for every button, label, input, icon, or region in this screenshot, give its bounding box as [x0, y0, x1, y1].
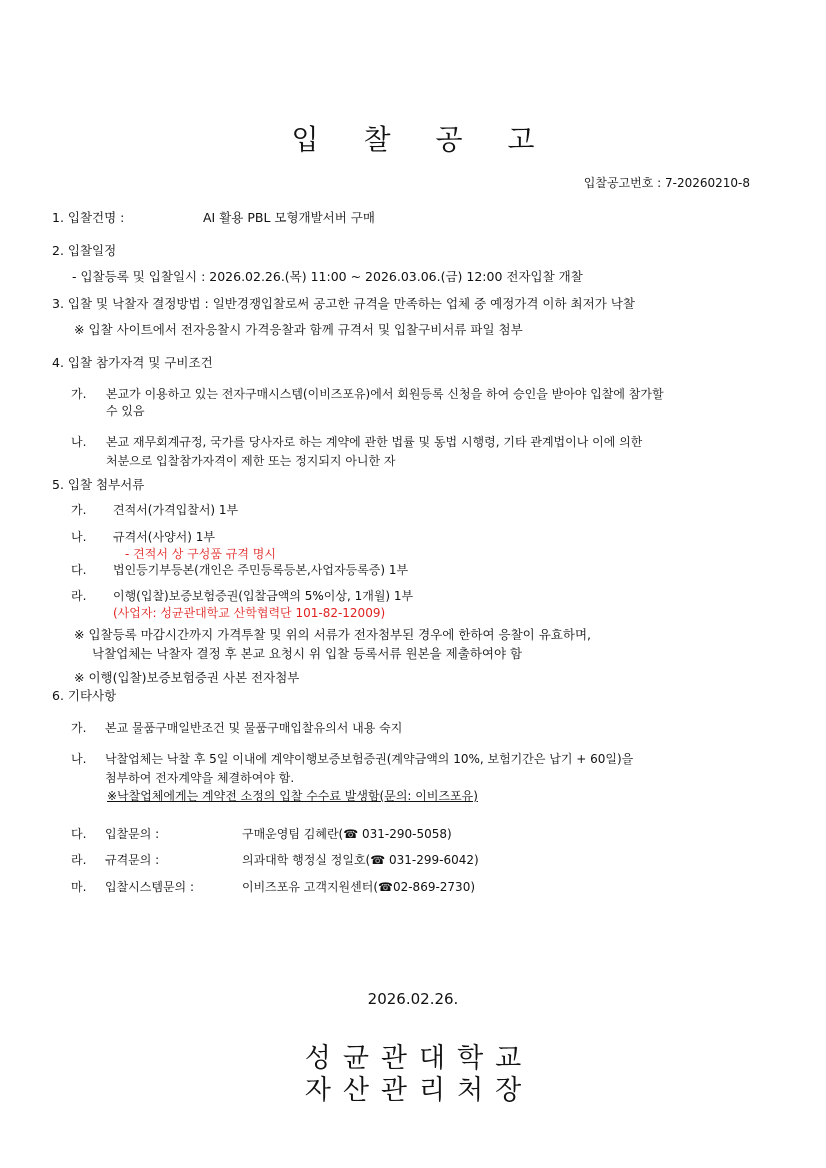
- s6-ga-text: 본교 물품구매일반조건 및 물품구매입찰유의서 내용 숙지: [105, 721, 403, 735]
- s4-ga-mark: 가.: [71, 387, 87, 401]
- s6-na-line2: 첨부하여 전자계약을 체결하여야 함.: [105, 771, 295, 785]
- signatory-title: 자산관리처장: [304, 1075, 534, 1106]
- s6-da-label: 입찰문의 :: [105, 827, 160, 841]
- organization-name: 성균관대학교: [304, 1043, 534, 1074]
- system-inquiry-contact: 이비즈포유 고객지원센터(☎02-869-2730): [242, 880, 476, 894]
- page-title: 입 찰 공 고: [291, 123, 553, 156]
- s6-ra-mark: 라.: [71, 853, 87, 867]
- s5-na-mark: 나.: [71, 530, 87, 544]
- s4-ga-line2: 수 있음: [106, 404, 145, 418]
- s5-da-mark: 다.: [71, 563, 87, 577]
- s4-na-mark: 나.: [71, 435, 87, 449]
- s5-ga-mark: 가.: [71, 503, 87, 517]
- s6-ra-label: 규격문의 :: [105, 853, 160, 867]
- bid-schedule-line: - 입찰등록 및 입찰일시 : 2026.02.26.(목) 11:00 ~ 2026.03.06.(금) 12:00 전자입찰 개찰: [72, 269, 583, 284]
- s5-note-1: ※ 입찰등록 마감시간까지 가격투찰 및 위의 서류가 전자첨부된 경우에 한하여 응찰이 유효하며,: [74, 627, 592, 642]
- bid-title-value: AI 활용 PBL 모형개발서버 구매: [203, 210, 375, 225]
- bid-inquiry-contact: 구매운영팀 김혜란(☎ 031-290-5058): [242, 827, 452, 841]
- section-3-line: 3. 입찰 및 낙찰자 결정방법 : 일반경쟁입찰로써 공고한 규격을 만족하는 업체 중 예정가격 이하 최저가 낙찰: [52, 296, 635, 311]
- s5-na-red-note: - 견적서 상 구성품 규격 명시: [125, 547, 276, 561]
- s4-na-line1: 본교 재무회계규정, 국가를 당사자로 하는 계약에 관한 법률 및 동법 시행령, 기타 관계법이나 이에 의한: [106, 435, 643, 449]
- s5-na-text: 규격서(사양서) 1부: [113, 530, 215, 544]
- s6-da-mark: 다.: [71, 827, 87, 841]
- section-1-label: 1. 입찰건명 :: [52, 210, 125, 225]
- s5-da-text: 법인등기부등본(개인은 주민등록등본,사업자등록증) 1부: [113, 563, 409, 577]
- section-2-label: 2. 입찰일정: [52, 243, 117, 258]
- s5-ra-text: 이행(입찰)보증보험증권(입찰금액의 5%이상, 1개월) 1부: [113, 589, 414, 603]
- s4-na-line2: 처분으로 입찰참가자격이 제한 또는 정지되지 아니한 자: [106, 454, 396, 468]
- s6-ga-mark: 가.: [71, 721, 87, 735]
- s6-ma-mark: 마.: [71, 880, 87, 894]
- section-6-label: 6. 기타사항: [52, 688, 117, 703]
- s5-note-2: 낙찰업체는 낙찰자 결정 후 본교 요청시 위 입찰 등록서류 원본을 제출하여야 함: [92, 646, 523, 661]
- s4-ga-line1: 본교가 이용하고 있는 전자구매시스템(이비즈포유)에서 회원등록 신청을 하여 승인을 받아야 입찰에 참가할: [106, 387, 664, 401]
- notice-number: 입찰공고번호 : 7-20260210-8: [583, 176, 750, 190]
- s6-na-mark: 나.: [71, 752, 87, 766]
- section-5-label: 5. 입찰 첨부서류: [52, 477, 145, 492]
- s5-ra-red-note: (사업자: 성균관대학교 산학협력단 101-82-12009): [113, 606, 386, 620]
- spec-inquiry-contact: 의과대학 행정실 정일호(☎ 031-299-6042): [242, 853, 479, 867]
- s5-ra-mark: 라.: [71, 589, 87, 603]
- s6-na-line1: 낙찰업체는 낙찰 후 5일 이내에 계약이행보증보험증권(계약금액의 10%, 보험기간은 납기 + 60일)을: [105, 752, 634, 766]
- section-3-note: ※ 입찰 사이트에서 전자응찰시 가격응찰과 함께 규격서 및 입찰구비서류 파일 첨부: [74, 322, 523, 337]
- s6-na-line3: ※낙찰업체에게는 계약전 소정의 입찰 수수료 발생함(문의: 이비즈포유): [107, 789, 478, 803]
- s5-note-3: ※ 이행(입찰)보증보험증권 사본 전자첨부: [74, 670, 300, 685]
- section-4-label: 4. 입찰 참가자격 및 구비조건: [52, 355, 213, 370]
- s5-ga-text: 견적서(가격입찰서) 1부: [113, 503, 239, 517]
- s6-ma-label: 입찰시스템문의 :: [105, 880, 195, 894]
- issue-date: 2026.02.26.: [367, 990, 459, 1008]
